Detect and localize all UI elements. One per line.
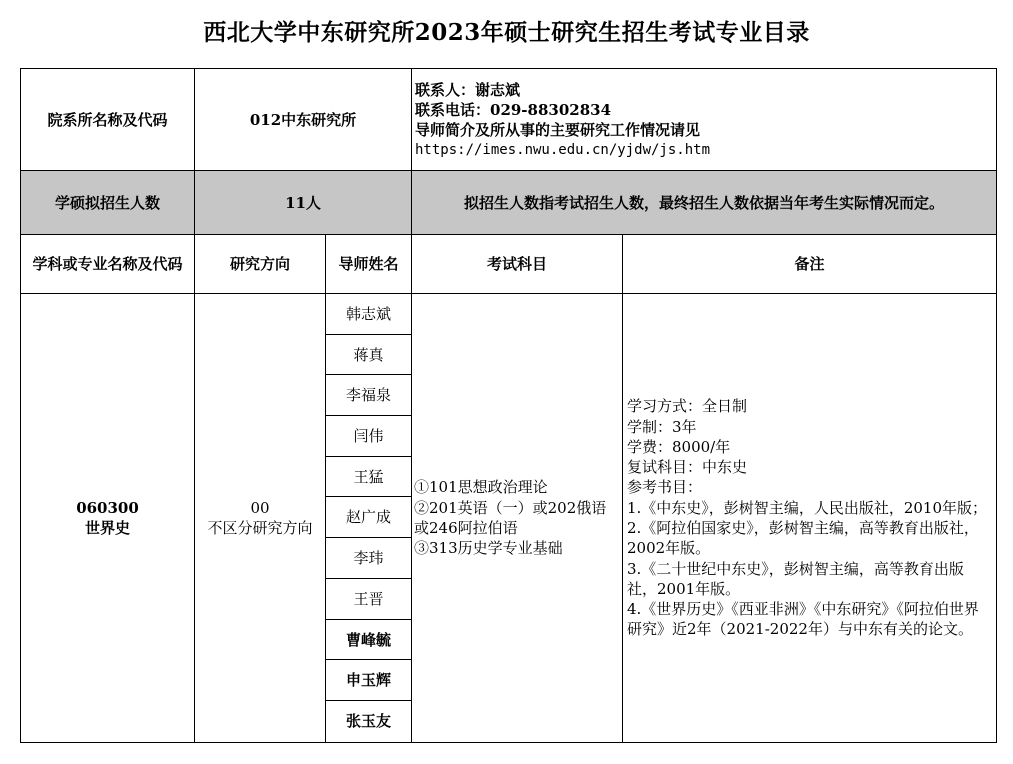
exam-cell <box>412 294 623 743</box>
remark-cell <box>623 294 997 743</box>
major-cell <box>21 294 195 743</box>
catalog-table <box>20 68 997 743</box>
header-advisor: 导师姓名 <box>326 235 412 294</box>
quota-note: 拟招生人数指考试招生人数，最终招生人数依据当年考生实际情况而定。 <box>412 171 997 235</box>
advisor-name: 蒋真 <box>326 335 411 376</box>
exam-item: ①101思想政治理论 <box>414 478 548 497</box>
remark-line: 学制：3年 <box>627 417 697 436</box>
dept-row <box>21 69 997 171</box>
quota-value: 11人 <box>195 171 412 235</box>
exam-item: ③313历史学专业基础 <box>414 539 563 558</box>
advisor-list <box>326 294 411 742</box>
quota-label: 学硕拟招生人数 <box>21 171 195 235</box>
header-major: 学科或专业名称及代码 <box>21 235 195 294</box>
remark-line: 学习方式：全日制 <box>627 397 748 416</box>
direction-code: 00 <box>250 499 270 517</box>
exam-item: ②201英语（一）或202俄语或246阿拉伯语 <box>414 498 607 537</box>
header-direction: 研究方向 <box>195 235 326 294</box>
major-row <box>21 294 997 743</box>
contact-person: 联系人：谢志斌 <box>415 80 521 99</box>
dept-label: 院系所名称及代码 <box>21 69 195 171</box>
contact-url[interactable]: https://imes.nwu.edu.cn/yjdw/js.htm <box>415 141 711 158</box>
advisor-name: 李玮 <box>326 538 411 579</box>
quota-row <box>21 171 997 235</box>
remark-line: 学费：8000/年 <box>627 437 731 456</box>
dept-value: 012中东研究所 <box>195 69 412 171</box>
advisor-name: 赵广成 <box>326 497 411 538</box>
advisor-name: 李福泉 <box>326 375 411 416</box>
remark-list <box>627 396 992 640</box>
remark-line: 3.《二十世纪中东史》，彭树智主编，高等教育出版社，2001年版。 <box>627 559 964 598</box>
contact-note: 导师简介及所从事的主要研究工作情况请见 <box>415 120 701 139</box>
contact-info <box>412 69 997 171</box>
page-title: 西北大学中东研究所2023年硕士研究生招生考试专业目录 <box>203 19 810 46</box>
remark-line: 1.《中东史》，彭树智主编，人民出版社，2010年版； <box>627 498 987 517</box>
major-name: 世界史 <box>84 519 130 537</box>
advisor-name: 韩志斌 <box>326 294 411 335</box>
advisor-cell <box>326 294 412 743</box>
remark-line: 复试科目：中东史 <box>627 458 748 477</box>
remark-line: 参考书目： <box>627 478 703 497</box>
advisor-name: 曹峰毓 <box>326 620 411 661</box>
major-code: 060300 <box>76 499 139 517</box>
header-row <box>21 235 997 294</box>
advisor-name: 王晋 <box>326 579 411 620</box>
remark-line: 4.《世界历史》《西亚非洲》《中东研究》《阿拉伯世界研究》近2年（2021-2022年）与中东有关的论文。 <box>627 600 979 639</box>
advisor-name: 王猛 <box>326 457 411 498</box>
advisor-name: 张玉友 <box>345 711 391 730</box>
advisor-name: 申玉辉 <box>326 660 411 701</box>
header-remark: 备注 <box>623 235 997 294</box>
direction-cell <box>195 294 326 743</box>
header-exam: 考试科目 <box>412 235 623 294</box>
direction-name: 不区分研究方向 <box>207 519 313 537</box>
remark-line: 2.《阿拉伯国家史》，彭树智主编，高等教育出版社，2002年版。 <box>627 519 979 558</box>
contact-phone: 联系电话：029-88302834 <box>415 100 612 119</box>
advisor-name: 闫伟 <box>326 416 411 457</box>
